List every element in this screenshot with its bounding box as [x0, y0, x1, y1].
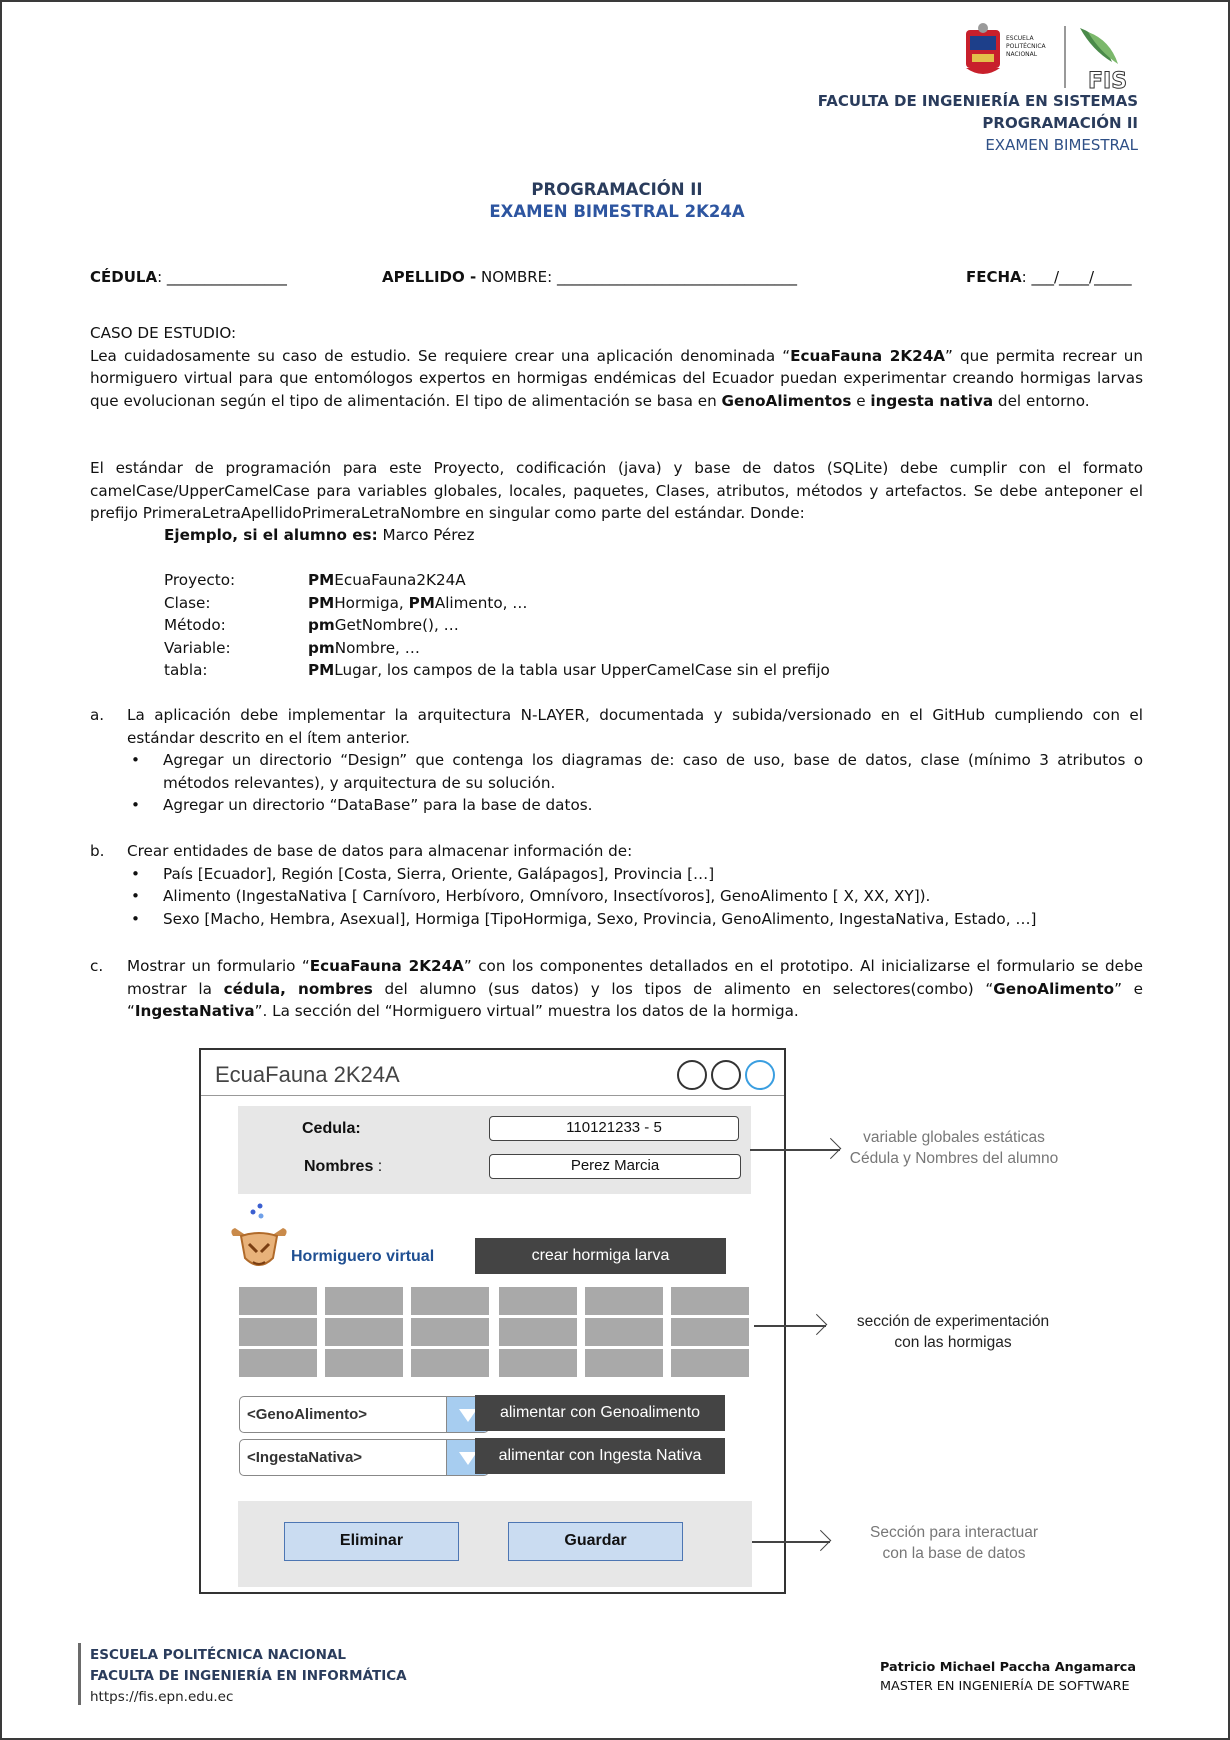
list-item: • País [Ecuador], Región [Costa, Sierra, Oriente, Galápagos], Provincia […] — [127, 863, 1143, 886]
header-exam: EXAMEN BIMESTRAL — [985, 136, 1138, 154]
footer-faculty: FACULTA DE INGENIERÍA EN INFORMÁTICA — [90, 1668, 407, 1684]
minimize-button[interactable] — [677, 1060, 707, 1090]
grid-cell[interactable] — [411, 1287, 489, 1315]
save-button[interactable]: Guardar — [508, 1522, 683, 1561]
grid-cell[interactable] — [499, 1318, 577, 1346]
note-experiment: sección de experimentación con las hormigas — [856, 1313, 1050, 1351]
exam-title: PROGRAMACIÓN II — [531, 180, 703, 199]
note-database: Sección para interactuar con la base de datos — [869, 1524, 1038, 1562]
grid-cell[interactable] — [239, 1318, 317, 1346]
list-item: • Agregar un directorio “DataBase” para la base de datos. — [127, 794, 1143, 817]
grid-cell[interactable] — [325, 1349, 403, 1377]
standard-row: Método: pmGetNombre(), … — [164, 616, 459, 634]
note-globals: variable globales estáticas Cédula y Nombres del alumno — [849, 1129, 1059, 1167]
name-field[interactable]: APELLIDO - NOMBRE: ________________________________ — [382, 268, 797, 286]
fis-logo-icon — [1080, 28, 1127, 92]
date-field[interactable]: FECHA: ___/____/_____ — [966, 268, 1132, 286]
grid-cell[interactable] — [585, 1287, 663, 1315]
grid-cell[interactable] — [585, 1349, 663, 1377]
arrow-icon — [750, 1149, 840, 1151]
list-item: • Alimento (IngestaNativa [ Carnívoro, Herbívoro, Omnívoro, Insectívoros], GenoAlimento [ X, XX, XY]). — [127, 885, 1143, 908]
svg-text:ESCUELA: ESCUELA — [1006, 35, 1034, 42]
svg-text:NACIONAL: NACIONAL — [1006, 51, 1038, 58]
feed-geno-button[interactable]: alimentar con Genoalimento — [475, 1395, 725, 1431]
case-study — [90, 322, 1143, 412]
standard-table — [164, 569, 830, 682]
case-paragraph-1: Lea cuidadosamente su caso de estudio. Se requiere crear una aplicación denominada “EcuaFauna 2K24A” que permita recrear un hormiguero virtual para que entomólogos expertos en hormigas endémicas del Ecuador puedan experimentar creando hormigas larvas que evolucionan según el tipo de alimentación. El tipo de alimentación se basa en GenoAlimentos e ingesta nativa del entorno. — [90, 346, 1143, 410]
arrow-icon — [752, 1541, 830, 1543]
list-item: • Sexo [Macho, Hembra, Asexual], Hormiga [TipoHormiga, Sexo, Provincia, GenoAlimento, IngestaNativa, Estado, …] — [127, 908, 1143, 931]
nombres-label: Nombres : — [304, 1158, 383, 1175]
cedula-field[interactable]: CÉDULA: ________________ — [90, 268, 287, 286]
grid-cell[interactable] — [325, 1287, 403, 1315]
genoalimento-combo[interactable]: <GenoAlimento> — [239, 1396, 489, 1433]
header-course: PROGRAMACIÓN II — [982, 114, 1138, 132]
standard-row: Variable: pmNombre, … — [164, 638, 420, 657]
epn-shield-icon — [966, 23, 1000, 74]
case-heading: CASO DE ESTUDIO: — [90, 324, 237, 342]
grid-cell[interactable] — [671, 1349, 749, 1377]
grid-cell[interactable] — [499, 1287, 577, 1315]
exam-subtitle: EXAMEN BIMESTRAL 2K24A — [489, 202, 745, 221]
svg-text:POLITÉCNICA: POLITÉCNICA — [1006, 43, 1046, 50]
svg-text:FIS: FIS — [1088, 69, 1128, 92]
prototype-window — [199, 1048, 786, 1594]
maximize-button[interactable] — [711, 1060, 741, 1090]
window-title: EcuaFauna 2K24A — [215, 1062, 400, 1087]
create-larva-button[interactable]: crear hormiga larva — [475, 1238, 726, 1274]
item-a: a. La aplicación debe implementar la arquitectura N-LAYER, documentada y subida/versionado en el GitHub cumpliendo con el estándar descrito en el ítem anterior. • Agregar un directorio “Design” que contenga los diagramas de: caso de uso, base de datos, clase (mínimo 3 atributos o métodos relevantes), y arquitectura de su solución. • Agregar un directorio “DataBase” para la base de datos. — [90, 704, 1143, 817]
grid-cell[interactable] — [585, 1318, 663, 1346]
ingestanativa-combo[interactable]: <IngestaNativa> — [239, 1439, 489, 1476]
footer-author: Patricio Michael Paccha Angamarca — [880, 1660, 1137, 1675]
delete-button[interactable]: Eliminar — [284, 1522, 459, 1561]
footer-degree: MASTER EN INGENIERÍA DE SOFTWARE — [880, 1679, 1130, 1694]
grid-cell[interactable] — [325, 1318, 403, 1346]
ant-icon — [227, 1200, 291, 1280]
grid-cell[interactable] — [671, 1287, 749, 1315]
grid-cell[interactable] — [239, 1287, 317, 1315]
grid-cell[interactable] — [239, 1349, 317, 1377]
feed-ingesta-button[interactable]: alimentar con Ingesta Nativa — [475, 1438, 725, 1474]
nombres-input[interactable]: Perez Marcia — [489, 1154, 741, 1179]
grid-cell[interactable] — [411, 1318, 489, 1346]
item-b: b. Crear entidades de base de datos para almacenar información de: • País [Ecuador], Región [Costa, Sierra, Oriente, Galápagos], Provincia […] • Alimento (IngestaNativa [ Carnívoro, Herbívoro, Omnívoro, Insectívoros], GenoAlimento [ X, XX, XY]). • Sexo [Macho, Hembra, Asexual], Hormiga [TipoHormiga, Sexo, Provincia, GenoAlimento, IngestaNativa, Estado, …] — [90, 840, 1143, 930]
institution-logos — [962, 22, 1148, 92]
standard-row: tabla: PMLugar, los campos de la tabla usar UpperCamelCase sin el prefijo — [164, 661, 830, 679]
grid-cell[interactable] — [411, 1349, 489, 1377]
grid-cell[interactable] — [499, 1349, 577, 1377]
student-panel — [238, 1106, 751, 1194]
footer-school: ESCUELA POLITÉCNICA NACIONAL — [90, 1647, 346, 1663]
cedula-label: Cedula: — [302, 1120, 361, 1137]
case-paragraph-2: El estándar de programación para este Proyecto, codificación (java) y base de datos (SQLite) debe cumplir con el formato camelCase/UpperCamelCase para variables globales, locales, paquetes, Clases, atributos, métodos y artefactos. Se debe anteponer el prefijo PrimeraLetraApellidoPrimeraLetraNombre en singular como parte del estándar. Donde: — [90, 459, 1143, 522]
database-panel — [238, 1501, 752, 1587]
grid-cell[interactable] — [671, 1318, 749, 1346]
section-title: Hormiguero virtual — [291, 1248, 435, 1265]
standard-row: Clase: PMHormiga, PMAlimento, … — [164, 593, 528, 612]
footer-url[interactable]: https://fis.epn.edu.ec — [90, 1689, 234, 1705]
close-button[interactable] — [745, 1060, 775, 1090]
item-c: c. Mostrar un formulario “EcuaFauna 2K24A” con los componentes detallados en el prototipo. Al inicializarse el formulario se debe mostrar la cédula, nombres del alumno (sus datos) y los tipos de alimento en selectores(combo) “GenoAlimento” e “IngestaNativa”. La sección del “Hormiguero virtual” muestra los datos de la hormiga. — [90, 957, 1144, 1020]
example-line: Ejemplo, si el alumno es: Marco Pérez — [164, 526, 475, 544]
header-faculty: FACULTA DE INGENIERÍA EN SISTEMAS — [817, 92, 1138, 110]
list-item: • Agregar un directorio “Design” que contenga los diagramas de: caso de uso, base de datos, clase (mínimo 3 atributos o métodos relevantes), y arquitectura de su solución. — [127, 749, 1143, 794]
cedula-input[interactable]: 110121233 - 5 — [489, 1116, 739, 1141]
arrow-icon — [754, 1325, 826, 1327]
standard-row: Proyecto: PMEcuaFauna2K24A — [164, 571, 466, 589]
